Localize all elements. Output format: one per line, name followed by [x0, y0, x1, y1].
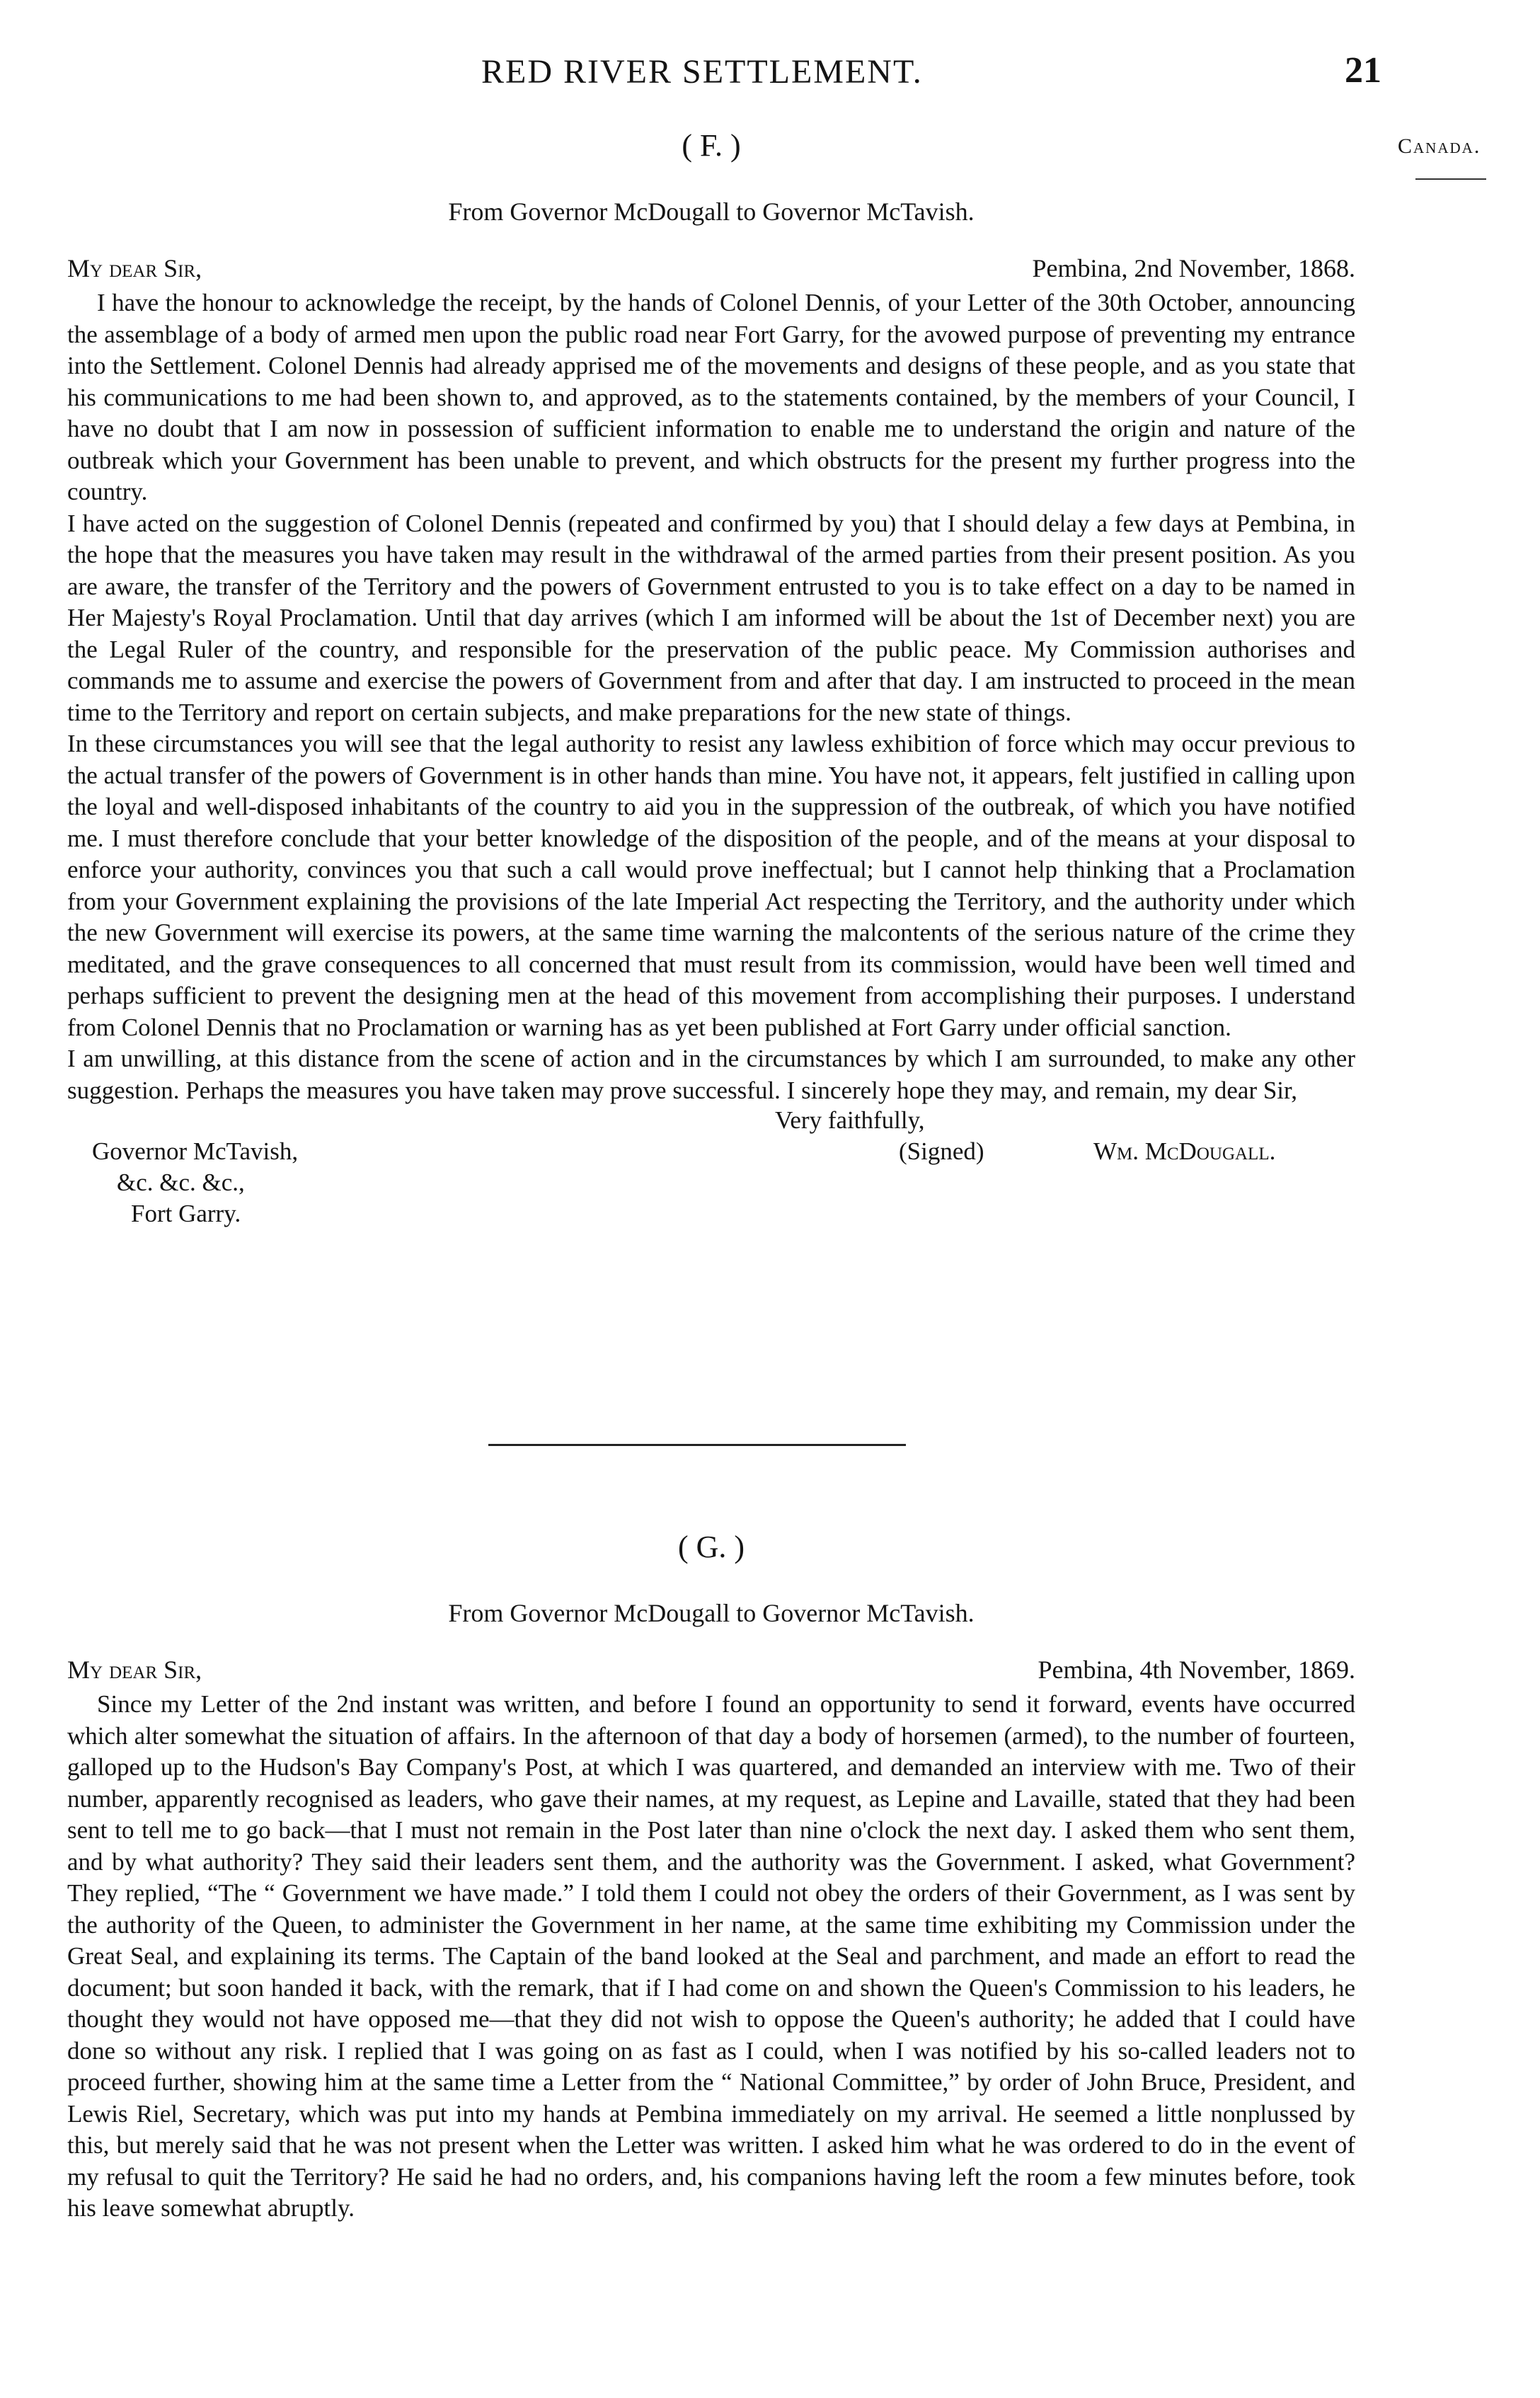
salutation-f: My dear Sir,	[67, 254, 202, 282]
letter-g	[67, 1529, 1355, 2225]
paragraph: Since my Letter of the 2nd instant was written, and before I found an opportunity to send it forward, events have occurred which alter somewhat the situation of affairs. In the afternoon of that day a body of horsemen (armed), to the number of fourteen, galloped up to the Hudson's Bay Company's Post, at which I was quartered, and demanded an interview with me. Two of their number, apparently recognised as leaders, who gave their names, at my request, as Lepine and Lavaille, stated that they had been sent to tell me to go back—that I must not remain in the Post later than nine o'clock the next day. I asked them who sent them, and by what authority? They said their leaders sent them, and the authority was the Government. I asked, what Government? They replied, “The “ Government we have made.” I told them I could not obey the orders of their Government, as I was sent by the authority of the Queen, to administer the Government in her name, at the same time exhibiting my Commission under the Great Seal, and explaining its terms. The Captain of the band looked at the Seal and parchment, and made an effort to read the document; but soon handed it back, with the remark, that if I had come on and shown the Queen's Commission to his leaders, he thought they would not have opposed me—that they did not wish to oppose the Queen's authority; he added that I could have done so without any risk. I replied that I was going on as fast as I could, when I was notified by his so-called leaders not to proceed further, showing him at the same time a Letter from the “ National Committee,” by order of John Bruce, President, and Lewis Riel, Secretary, which was put into my hands at Pembina immediately on my arrival. He seemed a little nonplussed by this, but merely said that he was not present when the Letter was written. I asked him what he was ordered to do in the event of my refusal to quit the Territory? He said he had no orders, and, his companions having left the room a few minutes before, took his leave somewhat abruptly.	[67, 1690, 1355, 2222]
heading-row-f	[67, 253, 1355, 287]
place-date-g: Pembina, 4th November, 1869.	[1038, 1656, 1355, 1684]
section-mark-g: ( G. )	[677, 1530, 745, 1564]
heading-row-g	[67, 1655, 1355, 1689]
paragraph: I have acted on the suggestion of Colonel Dennis (repeated and confirmed by you) that I should delay a few days at Pembina, in the hope that the measures you have taken may result in the withdrawal of the armed parties from their present position. As you are aware, the transfer of the Territory and the powers of Government entrusted to you is to take effect on a day to be named in Her Majesty's Royal Proclamation. Until that day arrives (which I am informed will be about the 1st of December next) you are the Legal Ruler of the country, and responsible for the preservation of the public peace. My Commission authorises and commands me to assume and exercise the powers of Government from and after that day. I am instructed to proceed in the mean time to the Territory and report on certain subjects, and make preparations for the new state of things.	[67, 509, 1355, 726]
margin-note: Canada.	[1398, 134, 1481, 158]
address-line: Fort Garry.	[131, 1200, 241, 1227]
letter-f	[67, 127, 1355, 1255]
running-title: RED RIVER SETTLEMENT.	[481, 53, 923, 91]
section-mark-f: ( F. )	[682, 128, 741, 163]
running-header	[85, 45, 1381, 109]
address-line: &c. &c. &c.,	[117, 1169, 245, 1196]
closing-phrase: Very faithfully,	[775, 1106, 925, 1134]
section-divider	[488, 1444, 906, 1446]
signed-marker: (Signed)	[899, 1137, 984, 1165]
margin-rule	[1415, 178, 1486, 180]
place-date-f: Pembina, 2nd November, 1868.	[1032, 254, 1355, 282]
paragraph: I have the honour to acknowledge the receipt, by the hands of Colonel Dennis, of your Letter of the 30th October, announcing the assemblage of a body of armed men upon the public road near Fort Garry, for the avowed purpose of preventing my entrance into the Settlement. Colonel Dennis had already apprised me of the movements and designs of these people, and as you state that his communications to me had been shown to, and approved, as to the statements contained, by the members of your Council, I have no doubt that I am now in possession of sufficient information to enable me to understand the origin and nature of the outbreak which your Government has been unable to prevent, and which obstructs for the present my further progress into the country.	[67, 289, 1355, 505]
address-line: Governor McTavish,	[92, 1137, 299, 1165]
from-line-g: From Governor McDougall to Governor McTavish.	[448, 1599, 975, 1627]
letter-body-g	[67, 1689, 1355, 2225]
closing-block-f	[67, 1106, 1355, 1255]
paragraph: In these circumstances you will see that the legal authority to resist any lawless exhibition of force which may occur previous to the actual transfer of the powers of Government is in other hands than mine. You have not, it appears, felt justified in calling upon the loyal and well-disposed inhabitants of the country to aid you in the suppression of the outbreak, of which you have notified me. I must therefore conclude that your better knowledge of the disposition of the people, and of the means at your disposal to enforce your authority, convinces you that such a call would prove ineffectual; but I cannot help thinking that a Proclamation from your Government explaining the provisions of the late Imperial Act respecting the Territory, and the authority under which the new Government will exercise its powers, at the same time warning the malcontents of the serious nature of the crime they meditated, and the grave consequences to all concerned that must result from its commission, would have been well timed and perhaps sufficient to prevent the designing men at the head of this movement from accomplishing their purposes. I understand from Colonel Dennis that no Proclamation or warning has as yet been published at Fort Garry under official sanction.	[67, 730, 1355, 1041]
signature: Wm. McDougall.	[1093, 1137, 1276, 1165]
from-line-f: From Governor McDougall to Governor McTavish.	[448, 197, 975, 226]
page-number: 21	[1345, 50, 1381, 91]
salutation-g: My dear Sir,	[67, 1656, 202, 1684]
paragraph: I am unwilling, at this distance from the scene of action and in the circumstances by which I am surrounded, to make any other suggestion. Perhaps the measures you have taken may prove successful. I sincerely hope they may, and remain, my dear Sir,	[67, 1045, 1355, 1104]
letter-body-f	[67, 287, 1355, 1106]
